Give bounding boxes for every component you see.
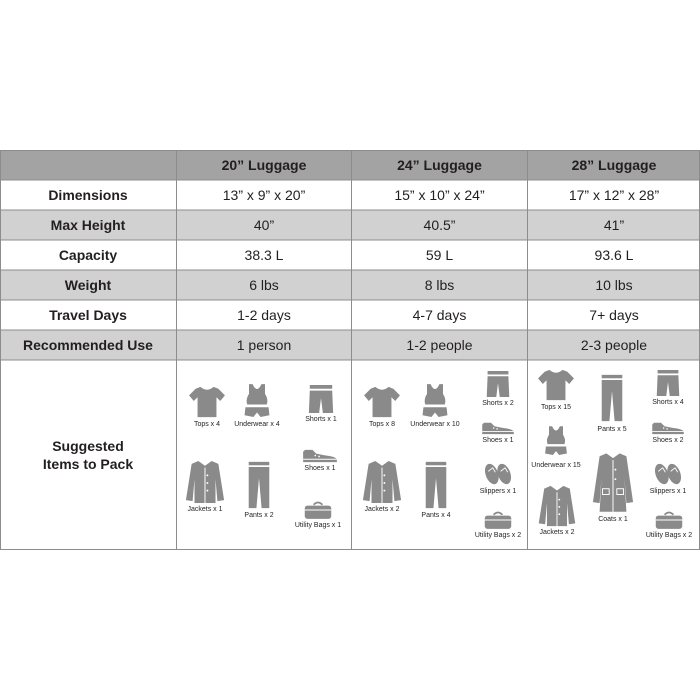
cell-24: 40.5” <box>351 210 527 240</box>
cell-20: 1-2 days <box>176 300 351 330</box>
cell-20: 40” <box>176 210 351 240</box>
cell-20: 13” x 9” x 20” <box>176 180 351 210</box>
header-28-luggage: 28” Luggage <box>527 150 700 180</box>
item-label: Coats x 1 <box>598 516 628 523</box>
item-label: Jackets x 1 <box>187 506 223 513</box>
item-label: Shorts x 4 <box>652 399 684 406</box>
item-label: Shorts x 2 <box>482 400 514 407</box>
suggested-label-line1: Suggested <box>52 438 124 454</box>
cell-24: 15” x 10” x 24” <box>351 180 527 210</box>
item-label: Jackets x 2 <box>364 506 400 513</box>
cell-28: 17” x 12” x 28” <box>527 180 700 210</box>
cell-24: 59 L <box>351 240 527 270</box>
row-label: Max Height <box>50 217 126 233</box>
item-label: Utility Bags x 2 <box>474 532 522 539</box>
cell-28: 93.6 L <box>527 240 700 270</box>
cell-24: 1-2 people <box>351 330 527 360</box>
cell-24: 4-7 days <box>351 300 527 330</box>
item-label: Shoes x 1 <box>482 437 514 444</box>
item-label: Jackets x 2 <box>539 529 575 536</box>
header-20-luggage: 20” Luggage <box>176 150 351 180</box>
row-dividers <box>0 150 700 550</box>
cell-28: 41” <box>527 210 700 240</box>
item-label: Underwear x 4 <box>234 421 280 428</box>
cell-24: 8 lbs <box>351 270 527 300</box>
item-label: Underwear x 10 <box>410 421 460 428</box>
row-label: Travel Days <box>49 307 127 323</box>
item-label: Shoes x 1 <box>304 465 336 472</box>
cell-20: 6 lbs <box>176 270 351 300</box>
suggested-label-line2: Items to Pack <box>42 456 134 472</box>
item-label: Shorts x 1 <box>305 416 337 423</box>
item-label: Slippers x 1 <box>649 488 687 495</box>
cell-28: 10 lbs <box>527 270 700 300</box>
item-label: Tops x 4 <box>193 421 221 428</box>
item-label: Pants x 2 <box>244 512 274 519</box>
item-label: Utility Bags x 1 <box>294 522 342 529</box>
cell-28: 2-3 people <box>527 330 700 360</box>
row-label: Recommended Use <box>23 337 153 353</box>
item-label: Slippers x 1 <box>479 488 517 495</box>
item-label: Tops x 15 <box>541 404 571 411</box>
item-label: Pants x 4 <box>421 512 451 519</box>
item-label: Shoes x 2 <box>652 437 684 444</box>
header-24-luggage: 24” Luggage <box>351 150 527 180</box>
item-label: Underwear x 15 <box>531 462 581 469</box>
cell-20: 1 person <box>176 330 351 360</box>
row-label: Weight <box>64 277 112 293</box>
item-label: Pants x 5 <box>597 426 627 433</box>
cell-20: 38.3 L <box>176 240 351 270</box>
item-label: Tops x 8 <box>368 421 396 428</box>
row-label: Dimensions <box>48 187 128 203</box>
row-label: Capacity <box>58 247 118 263</box>
item-label: Utility Bags x 2 <box>645 532 693 539</box>
cell-28: 7+ days <box>527 300 700 330</box>
